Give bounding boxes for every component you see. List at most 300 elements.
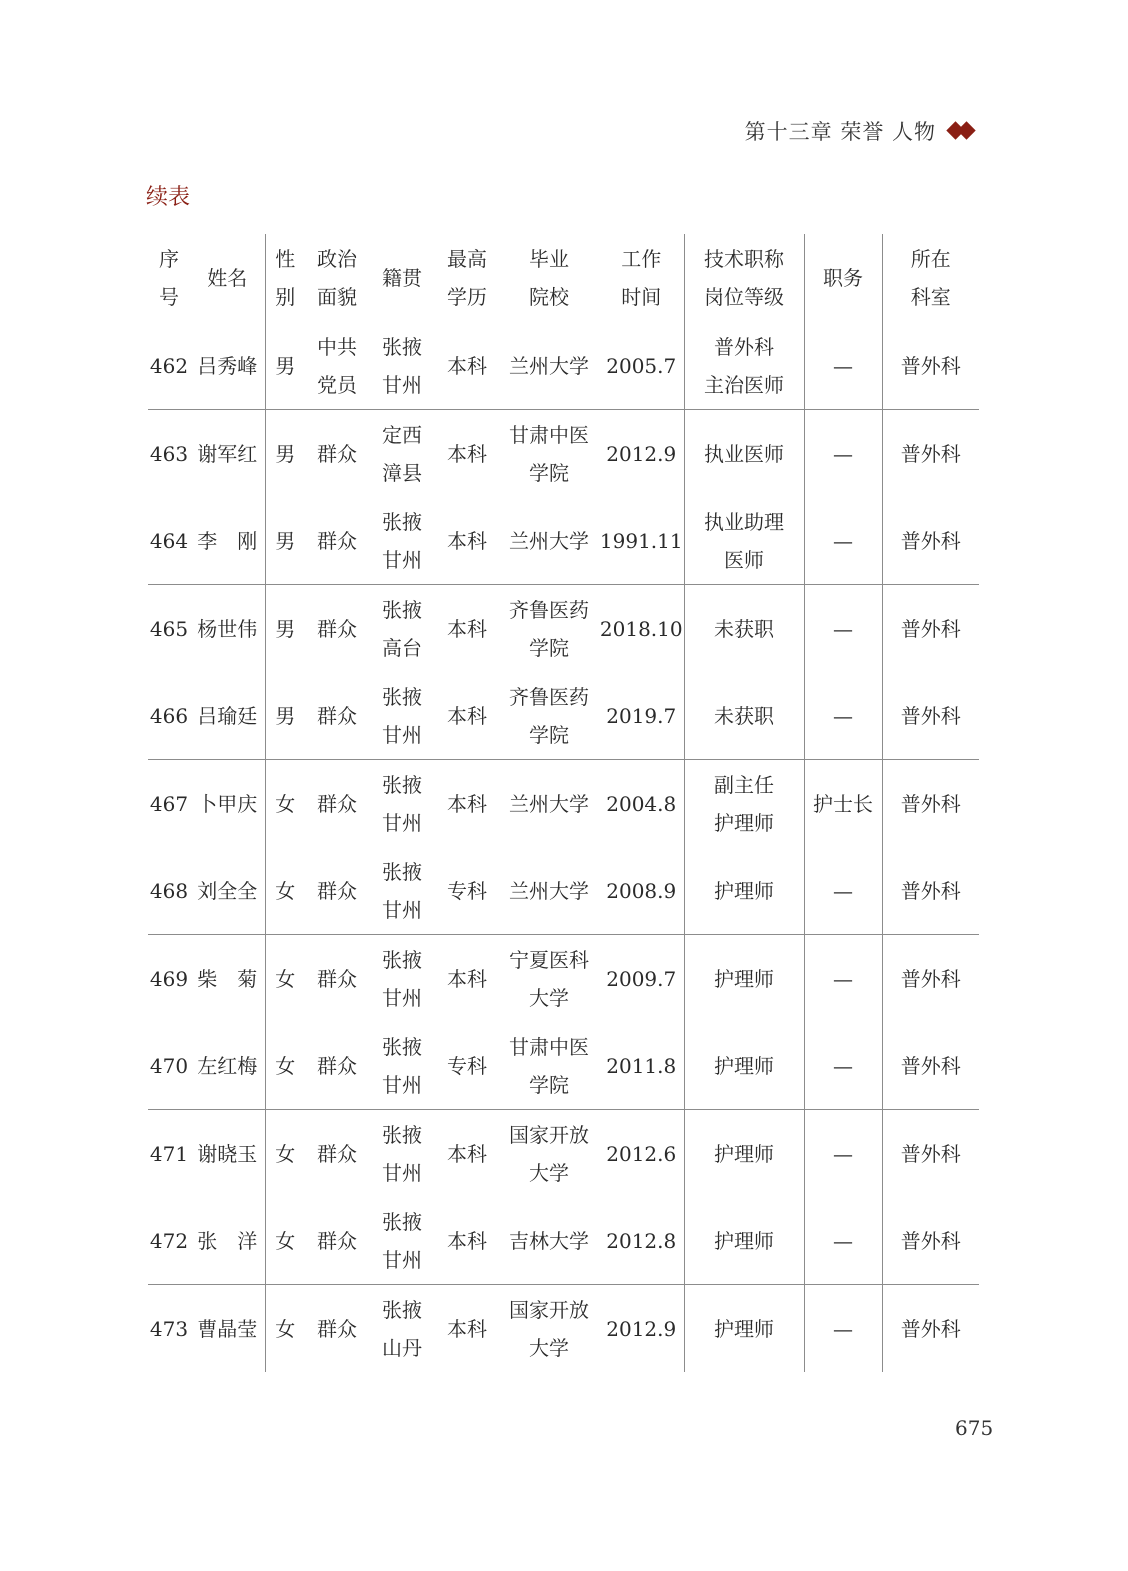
cell-text: 男 [275,703,296,728]
cell-text: 大学 [529,1335,569,1360]
cell-title [684,672,804,760]
cell-text: 463 [149,441,189,466]
cell-text: 2019.7 [606,703,677,728]
staff-table [148,234,979,1372]
cell-text: 未获职 [714,616,774,641]
cell-party [305,1022,369,1110]
cell-party [305,1197,369,1285]
cell-text: 本科 [447,791,487,816]
cell-index [148,1110,190,1198]
cell-text: 本科 [447,1228,487,1253]
column-header-line: 学历 [447,285,487,309]
column-header-line: 序 [159,247,179,271]
cell-text: — [833,1316,853,1341]
cell-text: — [833,528,853,553]
cell-text: 469 [149,966,189,991]
cell-title [684,322,804,410]
cell-text: 2009.7 [606,966,677,991]
column-header-line: 面貌 [317,285,357,309]
cell-name [190,322,265,410]
cell-text: 女 [275,878,296,903]
cell-text: 甘州 [382,547,422,572]
column-header-line: 号 [159,285,179,309]
cell-school [499,1110,599,1198]
cell-start-date [599,760,684,848]
column-header-line: 政治 [317,247,357,271]
column-header-line: 所在 [910,247,951,271]
cell-department [882,585,979,673]
cell-text: 张掖 [382,947,422,972]
cell-text: 甘肃中医 [509,422,589,447]
cell-text: 大学 [529,985,569,1010]
cell-gender [265,847,305,935]
cell-text: 张掖 [382,509,422,534]
cell-text: — [833,1228,853,1253]
cell-text: 漳县 [382,460,422,485]
cell-text: 张掖 [382,1209,422,1234]
cell-text: 群众 [317,616,357,641]
cell-text: 男 [275,528,296,553]
cell-text: 462 [149,353,189,378]
cell-text: — [833,616,853,641]
cell-origin [369,935,435,1023]
cell-text: 张掖 [382,684,422,709]
cell-text: 张掖 [382,859,422,884]
cell-start-date [599,585,684,673]
cell-text: 国家开放 [509,1297,589,1322]
cell-origin [369,585,435,673]
cell-education [435,410,499,498]
column-header-line: 院校 [529,285,569,309]
cell-text: 女 [275,1141,296,1166]
cell-text: 普外科 [900,441,961,466]
table-row [148,410,979,498]
cell-text: 柴 菊 [197,966,258,991]
cell-education [435,935,499,1023]
cell-index [148,1285,190,1373]
cell-index [148,585,190,673]
cell-text: 护理师 [714,810,774,835]
cell-text: 本科 [447,616,487,641]
cell-start-date [599,1285,684,1373]
cell-text: 张掖 [382,1297,422,1322]
cell-text: 甘肃中医 [509,1034,589,1059]
cell-department [882,1022,979,1110]
cell-text: 专科 [447,1053,487,1078]
cell-index [148,847,190,935]
cell-name [190,760,265,848]
column-header [684,234,804,322]
cell-text: 2012.9 [606,1316,677,1341]
cell-party [305,1285,369,1373]
cell-post [804,1197,882,1285]
double-diamond-icon [946,120,978,142]
cell-gender [265,1285,305,1373]
cell-text: 国家开放 [509,1122,589,1147]
column-header-line: 技术职称 [704,247,784,271]
cell-text: 学院 [529,635,569,660]
cell-text: 党员 [317,372,357,397]
cell-text: 谢军红 [197,441,258,466]
cell-text: 吕瑜廷 [197,703,258,728]
cell-post [804,1022,882,1110]
cell-party [305,497,369,585]
cell-text: — [833,703,853,728]
table-body [148,322,979,1372]
cell-text: 护理师 [714,1141,774,1166]
column-header-line: 姓名 [207,266,248,290]
cell-gender [265,1197,305,1285]
cell-index [148,672,190,760]
cell-text: 男 [275,441,296,466]
cell-text: 张掖 [382,334,422,359]
cell-post [804,322,882,410]
column-header-line: 别 [275,285,296,309]
cell-origin [369,410,435,498]
page-number: 675 [955,1416,994,1440]
cell-origin [369,672,435,760]
cell-text: 472 [149,1228,189,1253]
cell-text: 山丹 [382,1335,422,1360]
cell-gender [265,497,305,585]
cell-name [190,1285,265,1373]
cell-text: 女 [275,791,296,816]
cell-name [190,847,265,935]
cell-text: 普外科 [900,966,961,991]
cell-text: 兰州大学 [509,878,589,903]
cell-title [684,1022,804,1110]
cell-text: 齐鲁医药 [509,597,589,622]
cell-education [435,1022,499,1110]
cell-text: 群众 [317,1141,357,1166]
table-header-row [148,234,979,322]
cell-gender [265,935,305,1023]
cell-text: 466 [149,703,189,728]
cell-school [499,1197,599,1285]
cell-gender [265,1110,305,1198]
column-header [882,234,979,322]
cell-start-date [599,1110,684,1198]
cell-origin [369,1285,435,1373]
cell-text: 普外科 [900,1228,961,1253]
cell-text: 甘州 [382,372,422,397]
cell-education [435,322,499,410]
cell-name [190,410,265,498]
table-row [148,935,979,1023]
cell-origin [369,497,435,585]
cell-start-date [599,672,684,760]
cell-school [499,847,599,935]
cell-text: — [833,1053,853,1078]
cell-text: 普外科 [900,791,961,816]
cell-text: 甘州 [382,1160,422,1185]
cell-party [305,322,369,410]
cell-text: 本科 [447,528,487,553]
cell-education [435,1285,499,1373]
cell-education [435,1110,499,1198]
cell-school [499,672,599,760]
cell-text: 男 [275,616,296,641]
cell-text: 2012.8 [606,1228,677,1253]
cell-text: 普外科 [900,1316,961,1341]
cell-text: 曹晶莹 [197,1316,258,1341]
cell-name [190,1110,265,1198]
cell-text: 2004.8 [606,791,677,816]
cell-start-date [599,410,684,498]
table-row [148,1110,979,1198]
cell-text: 学院 [529,460,569,485]
cell-department [882,497,979,585]
column-header-line: 科室 [910,285,951,309]
cell-origin [369,322,435,410]
cell-department [882,1110,979,1198]
cell-text: 甘州 [382,1247,422,1272]
cell-text: 群众 [317,1228,357,1253]
cell-school [499,322,599,410]
cell-text: 470 [149,1053,189,1078]
column-header-line: 毕业 [529,247,569,271]
cell-text: 本科 [447,1141,487,1166]
cell-text: 卜甲庆 [197,791,258,816]
cell-text: 普外科 [714,334,774,359]
cell-text: 副主任 [714,772,774,797]
cell-text: 女 [275,1053,296,1078]
cell-text: 张掖 [382,597,422,622]
cell-school [499,410,599,498]
cell-name [190,1022,265,1110]
cell-text: 群众 [317,1053,357,1078]
cell-text: 张掖 [382,1034,422,1059]
cell-text: 普外科 [900,616,961,641]
table-row [148,1285,979,1373]
cell-text: 群众 [317,528,357,553]
cell-text: 张 洋 [197,1228,258,1253]
cell-department [882,1197,979,1285]
cell-text: 普外科 [900,703,961,728]
cell-post [804,935,882,1023]
cell-index [148,1022,190,1110]
cell-text: 左红梅 [197,1053,258,1078]
cell-start-date [599,1197,684,1285]
column-header-line: 籍贯 [382,266,422,290]
cell-text: 本科 [447,441,487,466]
cell-text: 大学 [529,1160,569,1185]
table-row [148,497,979,585]
cell-origin [369,1197,435,1285]
cell-title [684,1110,804,1198]
cell-education [435,672,499,760]
cell-department [882,410,979,498]
table-row [148,672,979,760]
cell-text: 护理师 [714,878,774,903]
cell-start-date [599,935,684,1023]
cell-department [882,322,979,410]
cell-party [305,760,369,848]
cell-text: 2018.10 [599,616,683,641]
column-header-line: 最高 [447,247,487,271]
table-row [148,1022,979,1110]
table-row [148,1197,979,1285]
chapter-title: 第十三章 荣誉 人物 [744,120,936,144]
cell-origin [369,1110,435,1198]
cell-title [684,935,804,1023]
cell-education [435,847,499,935]
cell-start-date [599,847,684,935]
cell-start-date [599,1022,684,1110]
cell-text: — [833,966,853,991]
cell-school [499,760,599,848]
cell-gender [265,1022,305,1110]
cell-post [804,497,882,585]
cell-text: 467 [149,791,189,816]
cell-text: 甘州 [382,810,422,835]
cell-text: 护士长 [813,791,873,816]
cell-title [684,847,804,935]
cell-text: 471 [149,1141,189,1166]
cell-text: 高台 [382,635,422,660]
cell-text: 甘州 [382,985,422,1010]
column-header [190,234,265,322]
cell-text: 护理师 [714,966,774,991]
column-header [435,234,499,322]
cell-text: 医师 [724,547,764,572]
cell-text: 护理师 [714,1316,774,1341]
cell-name [190,497,265,585]
cell-text: 468 [149,878,189,903]
cell-text: 本科 [447,703,487,728]
cell-party [305,672,369,760]
cell-name [190,585,265,673]
column-header [305,234,369,322]
column-header-line: 职务 [823,266,863,290]
cell-title [684,760,804,848]
cell-index [148,760,190,848]
cell-text: 吕秀峰 [197,353,258,378]
table-row [148,847,979,935]
column-header-line: 工作 [621,247,662,271]
cell-post [804,1285,882,1373]
cell-text: 兰州大学 [509,353,589,378]
cell-department [882,847,979,935]
cell-text: 专科 [447,878,487,903]
cell-text: 女 [275,1316,296,1341]
cell-education [435,585,499,673]
cell-text: 男 [275,353,296,378]
table-row [148,322,979,410]
cell-post [804,760,882,848]
cell-education [435,760,499,848]
cell-name [190,935,265,1023]
cell-name [190,672,265,760]
cell-index [148,1197,190,1285]
cell-text: 2008.9 [606,878,677,903]
cell-text: 护理师 [714,1228,774,1253]
cell-text: 甘州 [382,1072,422,1097]
cell-index [148,410,190,498]
cell-gender [265,410,305,498]
column-header-line: 时间 [621,285,662,309]
chapter-header [745,116,978,146]
cell-party [305,410,369,498]
cell-post [804,847,882,935]
cell-party [305,847,369,935]
column-header [265,234,305,322]
cell-origin [369,760,435,848]
cell-text: 群众 [317,1316,357,1341]
cell-title [684,1285,804,1373]
cell-text: 刘全全 [197,878,258,903]
column-header [499,234,599,322]
cell-index [148,322,190,410]
cell-gender [265,672,305,760]
cell-index [148,497,190,585]
cell-department [882,672,979,760]
cell-text: 张掖 [382,772,422,797]
cell-text: 普外科 [900,353,961,378]
cell-text: 普外科 [900,878,961,903]
cell-text: 本科 [447,1316,487,1341]
cell-text: 中共 [317,334,357,359]
cell-post [804,672,882,760]
column-header-line: 性 [275,247,296,271]
cell-text: 普外科 [900,528,961,553]
cell-text: 464 [149,528,189,553]
cell-text: 群众 [317,791,357,816]
cell-text: 2012.9 [606,441,677,466]
cell-origin [369,1022,435,1110]
cell-party [305,935,369,1023]
cell-gender [265,760,305,848]
cell-text: 未获职 [714,703,774,728]
cell-title [684,497,804,585]
cell-text: — [833,878,853,903]
cell-school [499,1285,599,1373]
cell-text: 1991.11 [599,528,683,553]
cell-text: 护理师 [714,1053,774,1078]
cell-text: 2012.6 [606,1141,677,1166]
cell-text: 473 [149,1316,189,1341]
cell-text: 女 [275,966,296,991]
cell-department [882,1285,979,1373]
cell-text: 学院 [529,722,569,747]
column-header [599,234,684,322]
cell-text: 执业医师 [704,441,784,466]
cell-text: 群众 [317,703,357,728]
cell-post [804,1110,882,1198]
cell-text: 学院 [529,1072,569,1097]
cell-school [499,935,599,1023]
cell-text: 定西 [382,422,422,447]
cell-title [684,585,804,673]
cell-text: — [833,1141,853,1166]
cell-gender [265,322,305,410]
cell-index [148,935,190,1023]
cell-text: 群众 [317,878,357,903]
cell-education [435,497,499,585]
column-header [148,234,190,322]
cell-text: 张掖 [382,1122,422,1147]
cell-post [804,410,882,498]
cell-school [499,497,599,585]
cell-origin [369,847,435,935]
cell-education [435,1197,499,1285]
cell-school [499,1022,599,1110]
cell-text: 普外科 [900,1053,961,1078]
cell-school [499,585,599,673]
cell-text: 甘州 [382,722,422,747]
cell-text: 本科 [447,966,487,991]
cell-text: 本科 [447,353,487,378]
